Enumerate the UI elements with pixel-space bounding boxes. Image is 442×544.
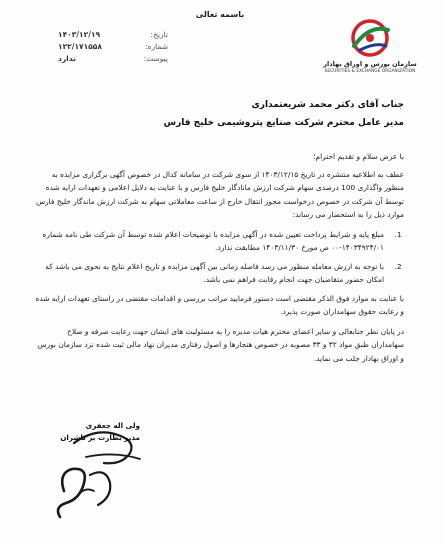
body-paragraph-1: عطف به اطلاعیه منتشره در تاریخ ۱۴۰۳/۱۲/۱۵ از سوی شرکت در سامانه کدال در خصوص آگهی برگزاری مزایده به منظور واگذاری 100 درصدی سهام شرکت ارزش مانادگار خلیج فارس و با عنایت به دلایل اعلامی و تعهدات ارایه شده توسط آن شرکت در خصوص درخواست مجوز انتقال خارج از ساعت معاملاتی سهام به شرکت ارزش ماندگار خلیج فارس موارد ذیل را به استحضار می رساند:	[36, 169, 404, 219]
letter-meta	[58, 28, 168, 64]
logo-name-en: SECURITIES & EXCHANGE ORGANIZATION	[324, 68, 416, 73]
logo-emblem-icon	[320, 16, 420, 62]
signatory-title: مدیر نظارت بر ناشران	[60, 433, 140, 442]
body-paragraph-2: با عنایت به موارد فوق الذکر مقتضی است دستور فرمایید مراتب بررسی و اقدامات مقتضی در راستای تعهدات ارایه شده و رعایت حقوق سهامداران صورت پذیرد.	[35, 293, 404, 316]
letter-body	[32, 150, 404, 371]
attachment-label: پیوست:	[143, 53, 168, 63]
attachment-value: ندارد	[58, 53, 76, 63]
recipient-name: جناب آقای دکتر محمد شریعتمداری	[251, 100, 404, 110]
logo-text	[320, 60, 420, 73]
list-item-number: 1.	[394, 229, 402, 239]
signatory-block	[40, 420, 140, 444]
list-item-text: با توجه به ارزش معامله منظور می رسد فاصله زمانی بین آگهی مزایده و تاریخ اعلام نتایج به نحوی می باشد که امکان حضور متقاضیان جهت انجام رقابت فراهم نمی باشد.	[45, 261, 384, 284]
logo-name-fa: سازمان بورس و اوراق بهادار	[323, 60, 417, 68]
signatory-name: ولی اله جعفری	[85, 421, 140, 430]
date-value: ۱۴۰۳/۱۲/۱۹	[58, 29, 101, 39]
recipient-block	[164, 96, 404, 132]
date-label: تاریخ:	[150, 29, 168, 39]
number-label: شماره:	[145, 41, 168, 51]
body-paragraph-3: در پایان نظر جنابعالی و سایر اعضای محترم هیات مدیره را به مسئولیت های ایشان جهت رعایت صرفه و صلاح سهامداران طبق مواد ۳۲ و ۳۳ مصوبه در خصوص هنجارها و اصول رفتاری مدیران نهاد مالی ثبت شده نزد سازمان بورس و اوراق بهادار جلب می نماید.	[37, 326, 404, 363]
organization-logo	[320, 16, 420, 86]
greeting: با عرض سلام و تقدیم احترام؛	[313, 152, 404, 161]
list-item-text: مبلغ پایه و شرایط پرداخت تعیین شده در آگهی مزایده با توضیحات اعلام شده توسط آن شرکت طی نامه شماره ۱۴۰۳۴۹۲۴/۰۱-۰۰ ص مورخ ۱۴۰۳/۱۱/۳۰ مطابقت ندارد.	[42, 229, 384, 252]
recipient-title: مدیر عامل محترم شرکت صنایع پتروشیمی خلیج فارس	[163, 118, 404, 128]
invocation-heading: باسمه تعالی	[195, 10, 245, 19]
date-row	[58, 28, 168, 40]
number-row	[58, 40, 168, 52]
list-item-number: 2.	[394, 261, 402, 271]
list-item	[32, 228, 404, 255]
number-value: ۱۲۲/۱۷۱۵۵۸	[58, 41, 102, 51]
list-item	[32, 260, 404, 287]
attachment-row	[58, 52, 168, 64]
